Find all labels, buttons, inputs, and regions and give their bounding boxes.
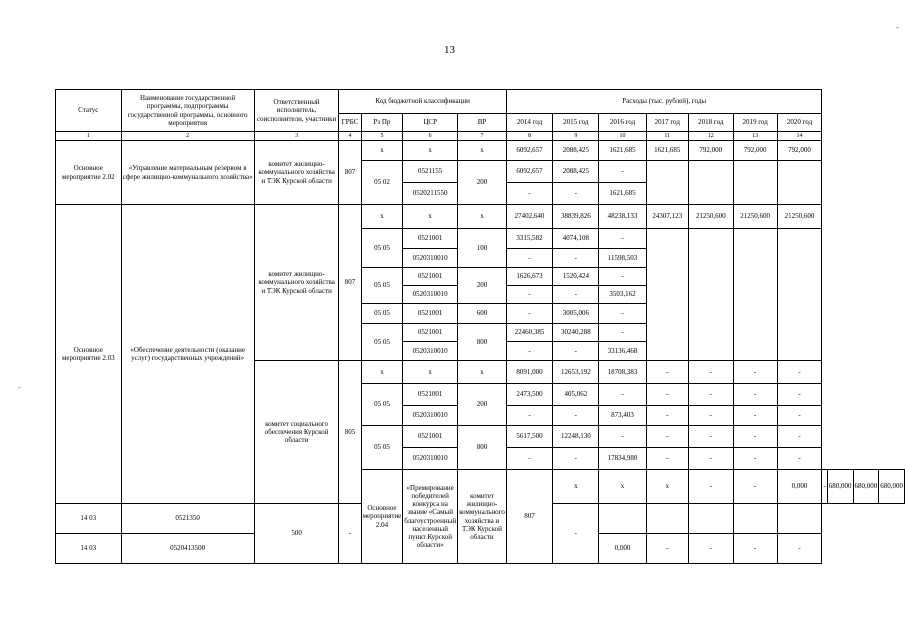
table-cell: х [458,205,507,229]
table-cell: 3315,582 [506,229,552,249]
table-cell: - [553,249,599,268]
table-cell: - [688,406,733,426]
table-cell: - [553,406,599,426]
table-cell: 6092,657 [506,161,552,183]
column-number: 7 [458,132,507,141]
table-cell: х [361,361,403,384]
table-cell: - [553,183,599,205]
table-cell: 05 05 [361,229,403,268]
table-cell: - [733,406,777,426]
column-number: 14 [777,132,822,141]
table-cell: 500 [254,504,339,564]
column-number: 2 [121,132,254,141]
table-cell: 05 02 [361,161,403,205]
table-cell: 0520310010 [403,286,458,304]
table-cell: - [777,406,822,426]
table-cell: 0520211550 [403,183,458,205]
table-cell: 680,000 [853,470,879,504]
column-number: 1 [56,132,122,141]
table-cell: - [733,361,777,384]
table-cell: 6092,657 [506,141,552,161]
table-cell: - [646,448,688,470]
table-cell [688,229,733,361]
table-cell: х [458,361,507,384]
table-cell: 792,000 [733,141,777,161]
table-cell: х [361,205,403,229]
table-cell: 0520310010 [403,342,458,361]
table-cell: - [506,286,552,304]
table-cell: 792,000 [777,141,822,161]
table-cell: - [553,448,599,470]
table-cell: 21250,600 [688,205,733,229]
side-mark: - [18,382,21,392]
table-cell: - [688,448,733,470]
header-vr: ВР [458,114,507,132]
table-cell: - [506,304,552,324]
table-cell: - [506,406,552,426]
header-budget-code: Код бюджетной классификации [339,90,507,114]
column-number: 4 [339,132,361,141]
table-cell: - [777,384,822,406]
table-cell: х [599,470,646,504]
table-cell: 873,403 [599,406,646,426]
table-cell: - [646,384,688,406]
table-cell: - [777,361,822,384]
table-cell: 680,000 [879,470,905,504]
table-cell: - [733,448,777,470]
table-cell: 100 [458,229,507,268]
table-cell: - [646,426,688,448]
table-cell: комитет жилищно-коммунального хозяйства и ТЭК Курской области [458,470,507,564]
table-cell: 405,062 [553,384,599,406]
table-cell [646,229,688,361]
table-cell: комитет жилищно-коммунального хозяйства и ТЭК Курской области [254,141,339,205]
table-body [56,141,905,564]
header-status: Статус [56,90,122,132]
table-cell: 1621,685 [646,141,688,161]
header-year: 2017 год [646,114,688,132]
table-cell: - [688,426,733,448]
table-cell: 2088,425 [553,161,599,183]
table-cell [733,229,777,361]
table-cell: - [733,534,777,564]
header-year: 2020 год [777,114,822,132]
column-number: 6 [403,132,458,141]
table-cell: 200 [458,384,507,426]
table-cell: - [733,384,777,406]
header-rzpr: Рз Пр [361,114,403,132]
table-cell: - [599,268,646,286]
table-cell: х [403,361,458,384]
table-cell: 4074,108 [553,229,599,249]
table-cell: 0,000 [777,470,822,504]
table-cell: - [733,470,777,504]
table-cell: 11598,503 [599,249,646,268]
table-cell: 05 05 [361,304,403,324]
table-cell: - [688,470,733,504]
table-cell: 0521001 [403,304,458,324]
table-cell: - [553,504,599,564]
table-cell: - [599,304,646,324]
column-number: 11 [646,132,688,141]
table-cell: 0520310010 [403,406,458,426]
table-cell [688,504,733,534]
table-cell: - [506,249,552,268]
table-cell [688,161,733,205]
table-cell: 807 [339,141,361,205]
table-cell: 0521001 [403,268,458,286]
header-responsible: Ответственный исполнитель, соисполнители, участники [254,90,339,132]
table-cell: х [646,470,688,504]
table-cell: - [646,361,688,384]
table-cell: 27402,640 [506,205,552,229]
table-cell: 17834,980 [599,448,646,470]
table-cell: - [688,361,733,384]
table-cell: х [403,205,458,229]
table-cell: 12248,130 [553,426,599,448]
header-year: 2016 год [599,114,646,132]
column-number: 9 [553,132,599,141]
table-cell: 200 [458,161,507,205]
table-cell [599,504,646,534]
table-cell: 48238,133 [599,205,646,229]
table-cell: 05 05 [361,426,403,470]
table-cell: - [506,448,552,470]
table-cell: - [339,504,361,564]
header-expenses: Расходы (тыс. рублей), годы [506,90,822,114]
table-cell: - [599,324,646,342]
table-cell: 33136,468 [599,342,646,361]
table-cell: 0521001 [403,426,458,448]
table-cell: х [403,141,458,161]
table-cell: 21250,600 [733,205,777,229]
column-number: 8 [506,132,552,141]
table-row [56,141,905,161]
table-cell: 05 05 [361,324,403,361]
page-number: 13 [444,44,455,56]
table-cell: 3005,006 [553,304,599,324]
header-name: Наименование государственной программы, подпрограммы государственной программы, основного мероприятия [121,90,254,132]
table-cell: 0521001 [403,229,458,249]
table-cell: - [599,161,646,183]
column-number: 12 [688,132,733,141]
table-cell: 18708,383 [599,361,646,384]
table-cell: 800 [458,426,507,470]
table-cell: «Управление материальным резервом в сфере жилищно-коммунального хозяйства» [121,141,254,205]
table-cell: - [733,426,777,448]
table-cell: 12653,192 [553,361,599,384]
table-cell: 1626,673 [506,268,552,286]
table-cell [646,504,688,534]
table-cell: 22460,385 [506,324,552,342]
table-cell: 2088,425 [553,141,599,161]
table-cell: - [646,534,688,564]
table-cell: - [646,406,688,426]
table-cell: - [599,229,646,249]
table-cell: - [553,342,599,361]
table-cell: 0520310010 [403,448,458,470]
table-cell: «Обеспечение деятельности (оказание услуг) государственных учреждений» [121,205,254,504]
table-cell: 600 [458,304,507,324]
table-cell [777,504,822,534]
table-cell: - [822,470,827,504]
table-row [56,205,905,229]
table-cell: Основное мероприятие 2.02 [56,141,122,205]
table-cell: - [599,384,646,406]
header-year: 2014 год [506,114,552,132]
table-cell: - [506,183,552,205]
header-year: 2018 год [688,114,733,132]
table-cell: 5617,500 [506,426,552,448]
table-cell: - [688,534,733,564]
column-number: 13 [733,132,777,141]
table-cell: 0521001 [403,324,458,342]
table-cell [777,161,822,205]
table-cell: Основное мероприятие 2.03 [56,205,122,504]
column-number: 10 [599,132,646,141]
table-cell: 14 03 [56,504,122,534]
table-cell: 800 [458,324,507,361]
header-year: 2015 год [553,114,599,132]
table-cell: - [777,534,822,564]
table-cell: 05 05 [361,384,403,426]
table-cell: 30240,288 [553,324,599,342]
table-cell [733,504,777,534]
table-cell: 792,000 [688,141,733,161]
table-cell: 21250,600 [777,205,822,229]
table-cell: комитет социального обеспечения Курской области [254,361,339,504]
corner-mark: - [896,22,899,32]
table-cell: - [506,342,552,361]
table-cell [733,161,777,205]
table-cell: 8091,000 [506,361,552,384]
table-cell: - [688,384,733,406]
table-cell: 24307,123 [646,205,688,229]
table-cell: 200 [458,268,507,304]
table-cell: 3503,162 [599,286,646,304]
table-cell: х [361,141,403,161]
column-number: 3 [254,132,339,141]
table-cell: 807 [506,470,552,564]
table-cell: 0521155 [403,161,458,183]
table-cell: 38839,826 [553,205,599,229]
table-cell: х [553,470,599,504]
header-year: 2019 год [733,114,777,132]
table-cell: комитет жилищно-коммунального хозяйства и ТЭК Курской области [254,205,339,361]
table-cell: 0520310010 [403,249,458,268]
column-number: 5 [361,132,403,141]
table-cell: - [599,426,646,448]
table-header [56,90,905,141]
header-csr: ЦСР [403,114,458,132]
table-cell: - [777,426,822,448]
table-cell: 0520413500 [121,534,254,564]
table-cell: 1621,685 [599,141,646,161]
table-cell: - [777,448,822,470]
table-cell: 1520,424 [553,268,599,286]
table-cell: 0521001 [403,384,458,406]
table-cell: 1621,685 [599,183,646,205]
table-cell: 0521350 [121,504,254,534]
table-cell: - [553,286,599,304]
table-cell: 805 [339,361,361,504]
table-cell: 680,000 [827,470,853,504]
table-cell: 05 05 [361,268,403,304]
header-grbs: ГРБС [339,114,361,132]
table-cell: 0,000 [599,534,646,564]
budget-table [55,89,905,564]
table-cell: «Премирование победителей конкурса на звание «Самый благоустроенный населенный пункт Курской области» [403,470,458,564]
table-cell: 2473,500 [506,384,552,406]
table-cell: 807 [339,205,361,361]
table-cell [646,161,688,205]
table-cell: х [458,141,507,161]
table-cell: 14 03 [56,534,122,564]
table-cell [777,229,822,361]
table-cell: Основное мероприятие 2.04 [361,470,403,564]
